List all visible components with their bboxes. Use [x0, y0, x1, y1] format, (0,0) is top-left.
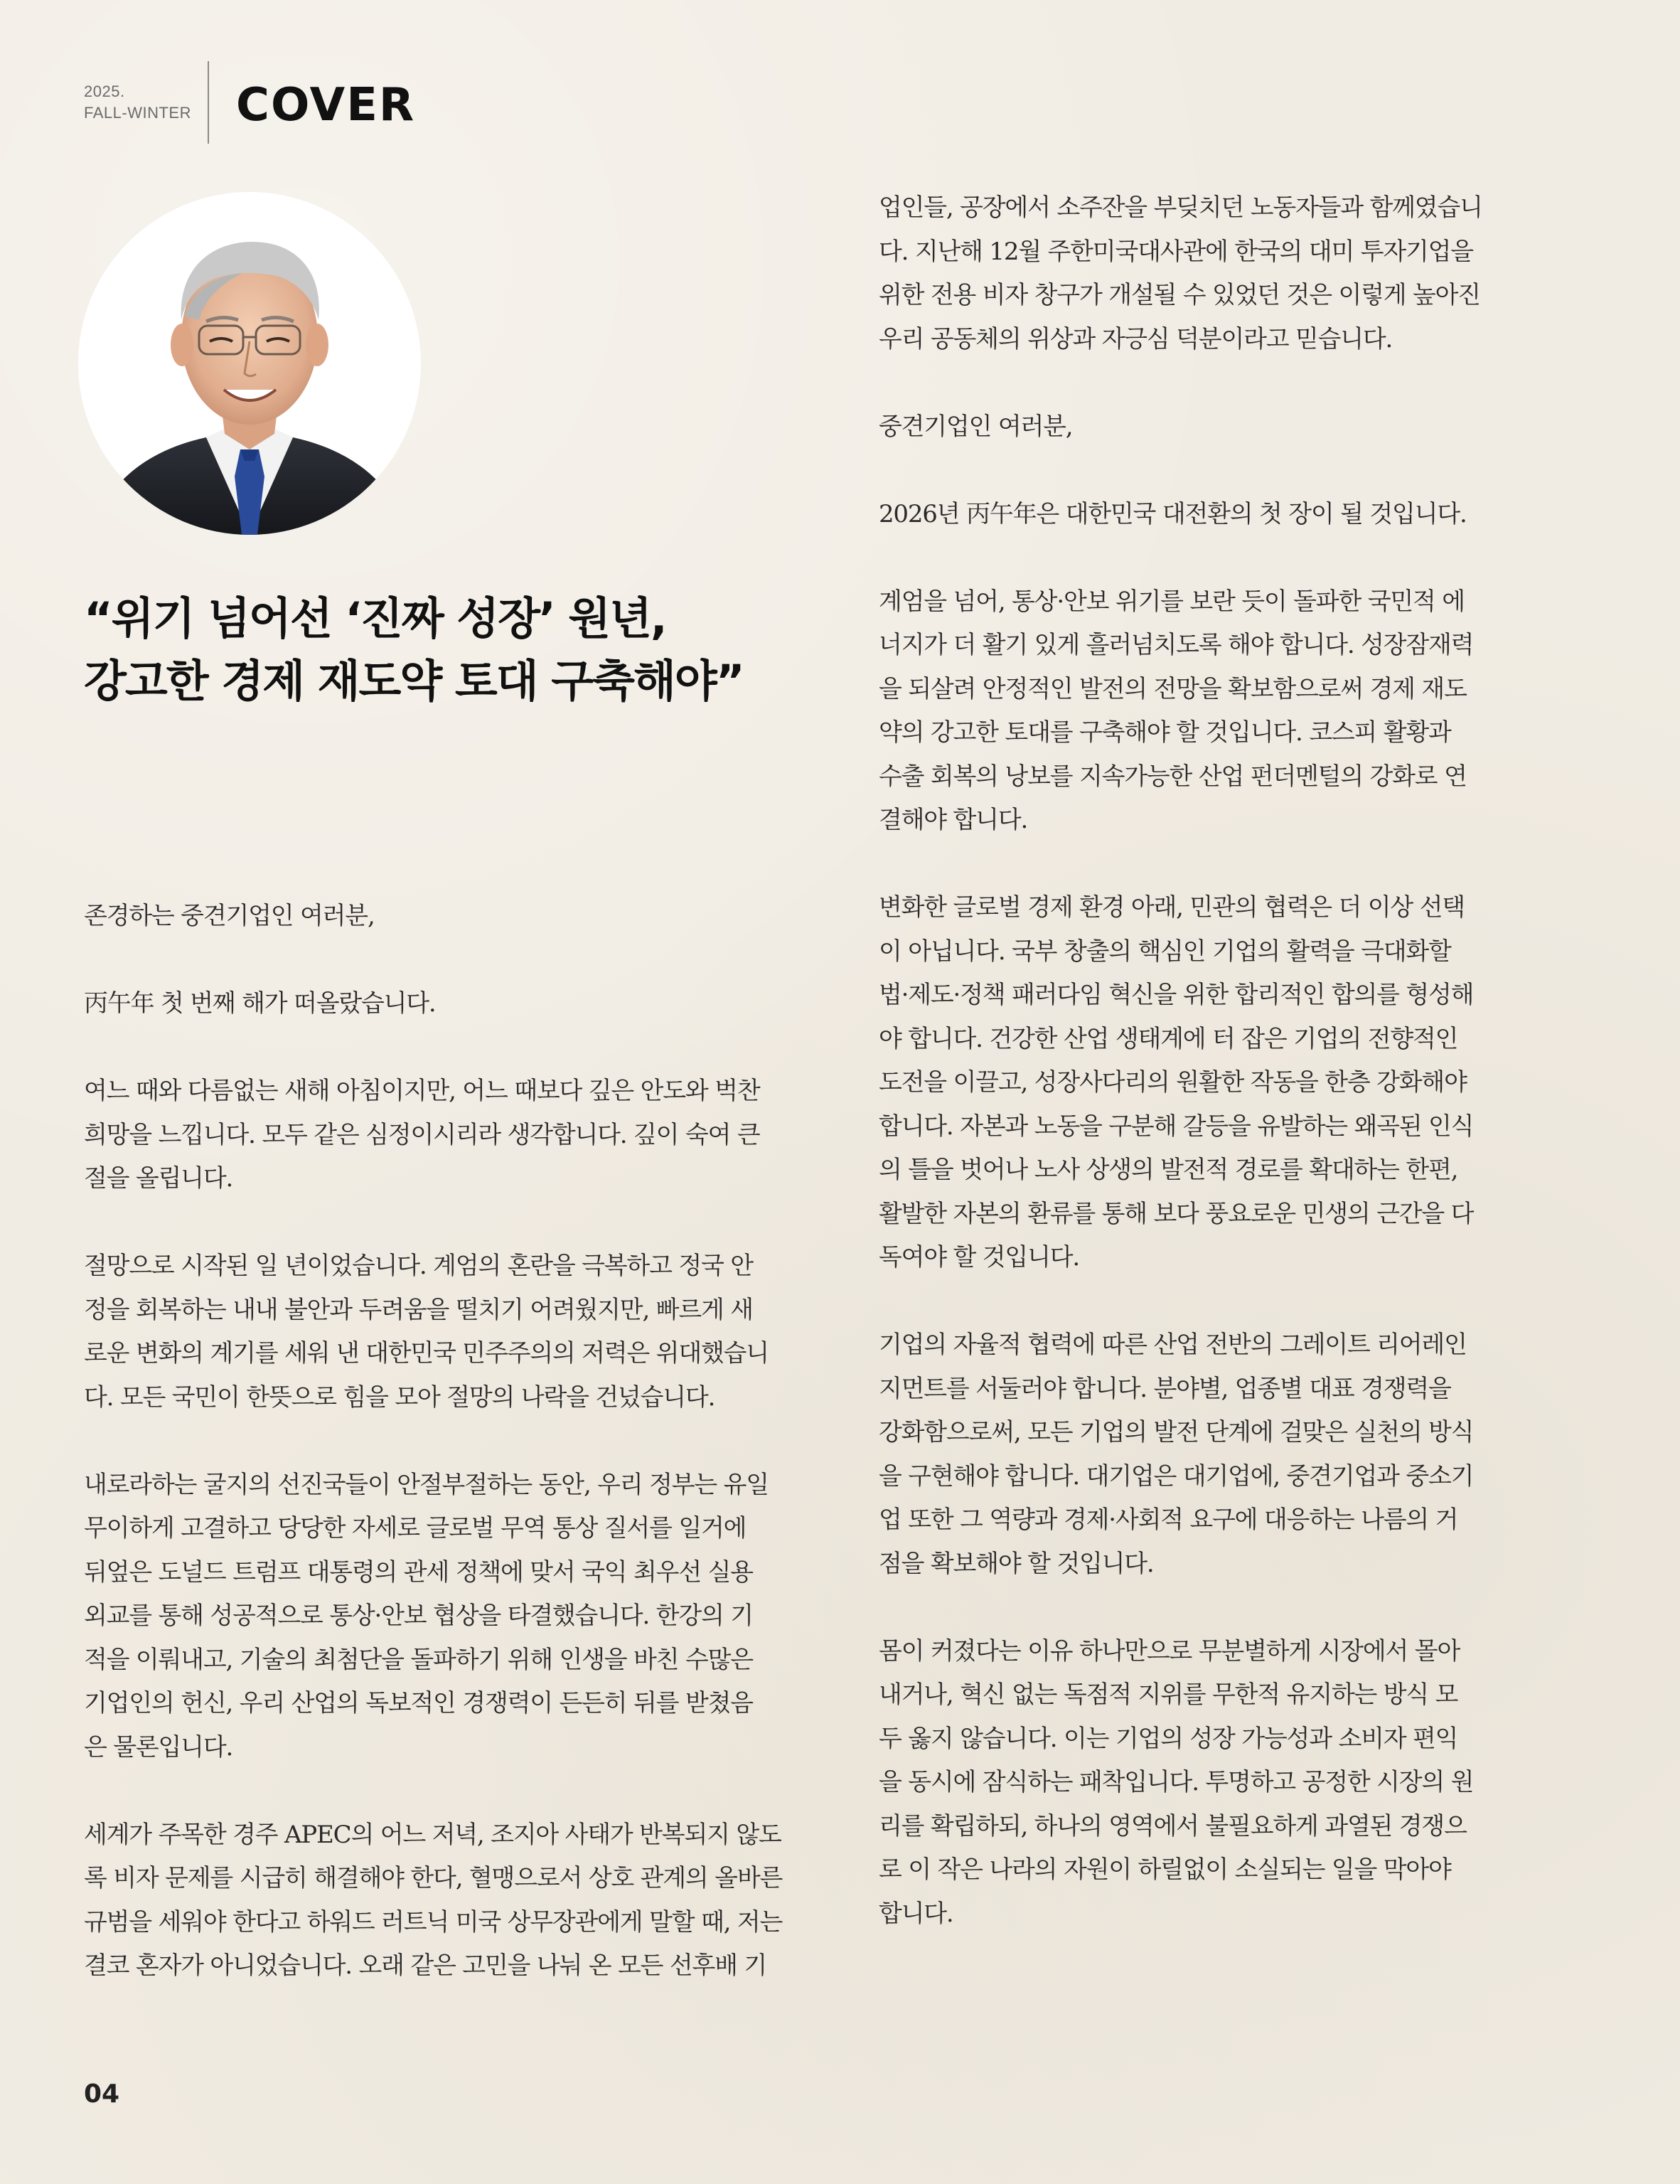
text-line: 로 이 작은 나라의 자원이 하릴없이 소실되는 일을 막아야 [879, 1855, 1451, 1884]
text-line: 강화함으로써, 모든 기업의 발전 단계에 걸맞은 실천의 방식 [879, 1418, 1474, 1447]
text-line: 두 옳지 않습니다. 이는 기업의 성장 가능성과 소비자 편익 [879, 1724, 1458, 1753]
text-line: 우리 공동체의 위상과 자긍심 덕분이라고 믿습니다. [879, 324, 1393, 353]
paragraph [879, 1630, 1632, 1937]
text-line: 이 아닙니다. 국부 창출의 핵심인 기업의 활력을 극대화할 [879, 937, 1451, 966]
text-line: 활발한 자본의 환류를 통해 보다 풍요로운 민생의 근간을 다 [879, 1199, 1474, 1228]
text-line: 2026년 丙午年은 대한민국 대전환의 첫 장이 될 것입니다. [879, 499, 1467, 528]
text-line: 절을 올립니다. [84, 1164, 233, 1193]
text-line: 존경하는 중견기업인 여러분, [84, 902, 375, 930]
text-line: 규범을 세워야 한다고 하워드 러트닉 미국 상무장관에게 말할 때, 저는 [84, 1907, 783, 1937]
text-line: 점을 확보해야 할 것입니다. [879, 1549, 1154, 1578]
text-line: 희망을 느낍니다. 모두 같은 심정이시리라 생각합니다. 깊이 숙여 큰 [84, 1120, 760, 1149]
portrait-illustration [78, 192, 421, 535]
issue-label [84, 81, 191, 124]
page-number: 04 [84, 2079, 120, 2109]
headline-line-1: “위기 넘어선 ‘진짜 성장’ 원년, [84, 592, 666, 644]
text-line: 세계가 주목한 경주 APEC의 어느 저녁, 조지아 사태가 반복되지 않도 [84, 1820, 781, 1849]
text-line: 수출 회복의 낭보를 지속가능한 산업 펀더멘털의 강화로 연 [879, 762, 1467, 791]
text-line: 다. 모든 국민이 한뜻으로 힘을 모아 절망의 나락을 건넜습니다. [84, 1383, 715, 1412]
text-line: 丙午年 첫 번째 해가 떠올랐습니다. [84, 989, 436, 1018]
text-line: 로운 변화의 계기를 세워 낸 대한민국 민주주의의 저력은 위대했습니 [84, 1339, 769, 1368]
text-line: 리를 확립하되, 하나의 영역에서 불필요하게 과열된 경쟁으 [879, 1811, 1467, 1841]
text-line: 을 구현해야 합니다. 대기업은 대기업에, 중견기업과 중소기 [879, 1461, 1474, 1491]
text-line: 업 또한 그 역량과 경제·사회적 요구에 대응하는 나름의 거 [879, 1506, 1458, 1534]
text-line: 정을 회복하는 내내 불안과 두려움을 떨치기 어려웠지만, 빠르게 새 [84, 1295, 753, 1324]
paragraph [879, 580, 1632, 843]
right-body-column [879, 186, 1632, 1936]
paragraph [84, 1813, 838, 1988]
text-line: 야 합니다. 건강한 산업 생태계에 터 잡은 기업의 전향적인 [879, 1024, 1458, 1053]
paragraph [84, 1070, 838, 1201]
text-line: 결해야 합니다. [879, 806, 1028, 834]
text-line: 독여야 할 것입니다. [879, 1243, 1079, 1272]
paragraph [879, 405, 1632, 449]
text-line: 기업의 자율적 협력에 따른 산업 전반의 그레이트 리어레인 [879, 1331, 1467, 1359]
text-line: 지먼트를 서둘러야 합니다. 분야별, 업종별 대표 경쟁력을 [879, 1374, 1451, 1403]
left-body-column [84, 895, 838, 1988]
text-line: 중견기업인 여러분, [879, 412, 1073, 441]
headline [84, 587, 838, 713]
paragraph [84, 982, 838, 1026]
text-line: 너지가 더 활기 있게 흘러넘치도록 해야 합니다. 성장잠재력 [879, 631, 1474, 659]
paragraph [879, 186, 1632, 361]
text-line: 합니다. [879, 1899, 953, 1928]
text-line: 도전을 이끌고, 성장사다리의 원활한 작동을 한층 강화해야 [879, 1068, 1467, 1097]
text-line: 내거나, 혁신 없는 독점적 지위를 무한적 유지하는 방식 모 [879, 1680, 1458, 1709]
text-line: 무이하게 고결하고 당당한 자세로 글로벌 무역 통상 질서를 일거에 [84, 1514, 747, 1543]
text-line: 다. 지난해 12월 주한미국대사관에 한국의 대미 투자기업을 [879, 237, 1473, 266]
paragraph [84, 895, 838, 939]
text-line: 을 동시에 잠식하는 패착입니다. 투명하고 공정한 시장의 원 [879, 1768, 1474, 1796]
text-line: 적을 이뤄내고, 기술의 최첨단을 돌파하기 위해 인생을 바친 수많은 [84, 1645, 753, 1674]
text-line: 은 물론입니다. [84, 1732, 233, 1762]
text-line: 의 틀을 벗어나 노사 상생의 발전적 경로를 확대하는 한편, [879, 1156, 1458, 1184]
headline-line-2: 강고한 경제 재도약 토대 구축해야” [84, 655, 744, 707]
issue-year: 2025. [84, 82, 125, 100]
text-line: 내로라하는 굴지의 선진국들이 안절부절하는 동안, 우리 정부는 유일 [84, 1470, 769, 1499]
text-line: 몸이 커졌다는 이유 하나만으로 무분별하게 시장에서 몰아 [879, 1636, 1460, 1666]
text-line: 절망으로 시작된 일 년이었습니다. 계엄의 혼란을 극복하고 정국 안 [84, 1252, 753, 1280]
text-line: 업인들, 공장에서 소주잔을 부딪치던 노동자들과 함께였습니 [879, 193, 1482, 222]
text-line: 록 비자 문제를 시급히 해결해야 한다, 혈맹으로서 상호 관계의 올바른 [84, 1864, 783, 1892]
text-line: 기업인의 헌신, 우리 산업의 독보적인 경쟁력이 든든히 뒤를 받쳤음 [84, 1689, 753, 1717]
section-title: COVER [236, 79, 416, 132]
text-line: 약의 강고한 토대를 구축해야 할 것입니다. 코스피 활황과 [879, 718, 1451, 747]
text-line: 합니다. 자본과 노동을 구분해 갈등을 유발하는 왜곡된 인식 [879, 1112, 1474, 1141]
paragraph [84, 1464, 838, 1770]
text-line: 뒤엎은 도널드 트럼프 대통령의 관세 정책에 맞서 국익 최우선 실용 [84, 1557, 753, 1587]
paragraph [879, 886, 1632, 1280]
paragraph [879, 493, 1632, 537]
text-line: 법·제도·정책 패러다임 혁신을 위한 합리적인 합의를 형성해 [879, 981, 1474, 1009]
text-line: 위한 전용 비자 창구가 개설될 수 있었던 것은 이렇게 높아진 [879, 281, 1480, 309]
portrait-photo [78, 192, 421, 535]
paragraph [879, 1323, 1632, 1586]
text-line: 을 되살려 안정적인 발전의 전망을 확보함으로써 경제 재도 [879, 674, 1467, 703]
text-line: 결코 혼자가 아니었습니다. 오래 같은 고민을 나눠 온 모든 선후배 기 [84, 1951, 767, 1980]
text-line: 여느 때와 다름없는 새해 아침이지만, 어느 때보다 깊은 안도와 벅찬 [84, 1077, 760, 1105]
header-divider [208, 61, 209, 144]
text-line: 계엄을 넘어, 통상·안보 위기를 보란 듯이 돌파한 국민적 에 [879, 587, 1465, 616]
issue-season: FALL-WINTER [84, 104, 191, 122]
text-line: 변화한 글로벌 경제 환경 아래, 민관의 협력은 더 이상 선택 [879, 893, 1465, 922]
paragraph [84, 1245, 838, 1419]
text-line: 외교를 통해 성공적으로 통상·안보 협상을 타결했습니다. 한강의 기 [84, 1602, 753, 1630]
